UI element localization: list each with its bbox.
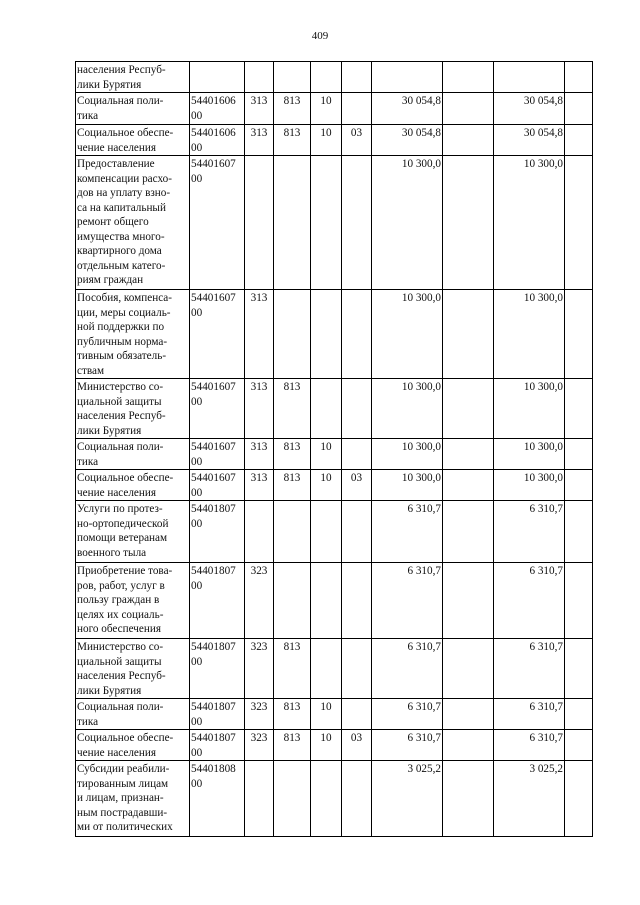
row-vr: 323 xyxy=(245,639,274,699)
row-code xyxy=(190,470,245,501)
row-pr xyxy=(342,379,372,439)
row-name-line: циальной защиты xyxy=(77,395,162,408)
row-name xyxy=(76,439,190,470)
row-name-line: военного тыла xyxy=(77,546,147,559)
row-sum-2 xyxy=(443,290,494,379)
row-name-line: населения Респуб- xyxy=(77,64,166,76)
row-code-line: 54401607 xyxy=(191,292,236,304)
row-grbs: 813 xyxy=(274,439,311,470)
row-sum-2 xyxy=(443,699,494,730)
row-sum-1: 30 054,8 xyxy=(372,125,443,156)
row-code xyxy=(190,125,245,156)
row-name-line: ствам xyxy=(77,364,105,377)
row-rz: 10 xyxy=(311,699,342,730)
row-sum-3: 10 300,0 xyxy=(494,470,565,501)
row-vr: 323 xyxy=(245,730,274,761)
table-row xyxy=(76,470,593,501)
row-code xyxy=(190,439,245,470)
table-row xyxy=(76,639,593,699)
row-grbs xyxy=(274,156,311,290)
row-sum-2 xyxy=(443,93,494,125)
row-sum-3: 30 054,8 xyxy=(494,93,565,125)
row-code-line: 54401808 xyxy=(191,763,236,775)
row-grbs xyxy=(274,501,311,563)
row-sum-1: 3 025,2 xyxy=(372,761,443,837)
row-sum-3: 10 300,0 xyxy=(494,439,565,470)
row-code-line: 00 xyxy=(191,579,203,592)
row-vr xyxy=(245,501,274,563)
row-name-line: Социальная поли- xyxy=(77,441,164,453)
row-name-line: ным пострадавши- xyxy=(77,806,168,819)
row-code xyxy=(190,563,245,639)
row-rz: 10 xyxy=(311,125,342,156)
row-sum-3: 30 054,8 xyxy=(494,125,565,156)
row-sum-1: 10 300,0 xyxy=(372,470,443,501)
row-vr: 313 xyxy=(245,290,274,379)
row-rz: 10 xyxy=(311,470,342,501)
row-rz xyxy=(311,639,342,699)
row-name-line: дов на уплату взно- xyxy=(77,187,171,199)
row-name-line: тированным лицам xyxy=(77,777,169,790)
row-sum-1 xyxy=(372,62,443,93)
row-sum-1: 6 310,7 xyxy=(372,730,443,761)
row-sum-4 xyxy=(565,470,593,501)
row-code xyxy=(190,761,245,837)
row-vr xyxy=(245,156,274,290)
row-code-line: 54401607 xyxy=(191,158,236,170)
row-name-line: населения Респуб- xyxy=(77,670,166,682)
row-grbs xyxy=(274,563,311,639)
row-sum-4 xyxy=(565,290,593,379)
row-sum-4 xyxy=(565,379,593,439)
row-sum-1: 10 300,0 xyxy=(372,379,443,439)
row-sum-3: 3 025,2 xyxy=(494,761,565,837)
row-sum-4 xyxy=(565,563,593,639)
row-vr: 313 xyxy=(245,125,274,156)
row-code-line: 00 xyxy=(191,486,203,499)
row-vr: 313 xyxy=(245,379,274,439)
row-pr xyxy=(342,501,372,563)
row-sum-3: 6 310,7 xyxy=(494,639,565,699)
row-code-line: 54401807 xyxy=(191,565,236,577)
row-grbs: 813 xyxy=(274,699,311,730)
row-sum-4 xyxy=(565,439,593,470)
row-vr: 313 xyxy=(245,93,274,125)
row-sum-3: 6 310,7 xyxy=(494,563,565,639)
row-sum-2 xyxy=(443,156,494,290)
row-code-line: 00 xyxy=(191,141,203,154)
row-name-line: ного обеспечения xyxy=(77,623,162,635)
row-rz: 10 xyxy=(311,439,342,470)
row-sum-4 xyxy=(565,730,593,761)
row-sum-3: 6 310,7 xyxy=(494,699,565,730)
table-row xyxy=(76,290,593,379)
table-row xyxy=(76,125,593,156)
row-name-line: лики Бурятия xyxy=(77,424,142,437)
row-code-line: 00 xyxy=(191,455,203,468)
row-sum-2 xyxy=(443,501,494,563)
row-vr xyxy=(245,761,274,837)
table-row xyxy=(76,156,593,290)
row-name-line: компенсации расхо- xyxy=(77,172,172,185)
row-name-line: публичным норма- xyxy=(77,335,168,348)
row-name xyxy=(76,379,190,439)
row-grbs: 813 xyxy=(274,125,311,156)
row-pr: 03 xyxy=(342,125,372,156)
row-code-line: 00 xyxy=(191,655,203,668)
row-grbs: 813 xyxy=(274,379,311,439)
row-name-line: ремонт общего xyxy=(77,216,149,228)
row-name-line: чение населения xyxy=(77,486,157,499)
row-name-line: квартирного дома xyxy=(77,245,162,257)
row-pr xyxy=(342,699,372,730)
row-name-line: имущества много- xyxy=(77,230,165,243)
table-row xyxy=(76,439,593,470)
row-name-line: чение населения xyxy=(77,141,157,154)
row-name-line: чение населения xyxy=(77,746,157,759)
row-name-line: Предоставление xyxy=(77,158,155,170)
row-name-line: населения Респуб- xyxy=(77,410,166,422)
row-name-line: лики Бурятия xyxy=(77,78,142,91)
row-sum-2 xyxy=(443,730,494,761)
row-name-line: Министерство со- xyxy=(77,641,164,653)
row-name-line: са на капитальный xyxy=(77,201,166,214)
row-rz xyxy=(311,501,342,563)
row-code xyxy=(190,290,245,379)
row-code-line: 54401807 xyxy=(191,701,236,713)
row-rz: 10 xyxy=(311,93,342,125)
row-rz xyxy=(311,290,342,379)
row-name xyxy=(76,93,190,125)
row-sum-2 xyxy=(443,439,494,470)
row-sum-3: 6 310,7 xyxy=(494,501,565,563)
row-pr: 03 xyxy=(342,730,372,761)
row-vr: 313 xyxy=(245,470,274,501)
row-code-line: 00 xyxy=(191,777,203,790)
row-sum-2 xyxy=(443,761,494,837)
row-vr: 323 xyxy=(245,563,274,639)
row-name xyxy=(76,156,190,290)
row-sum-1: 30 054,8 xyxy=(372,93,443,125)
row-name xyxy=(76,125,190,156)
row-code-line: 00 xyxy=(191,172,203,185)
row-sum-4 xyxy=(565,62,593,93)
row-rz xyxy=(311,62,342,93)
row-sum-2 xyxy=(443,470,494,501)
row-name xyxy=(76,563,190,639)
row-name-line: Социальная поли- xyxy=(77,701,164,713)
row-code-line: 00 xyxy=(191,715,203,728)
row-rz xyxy=(311,563,342,639)
row-name-line: риям граждан xyxy=(77,274,144,286)
row-name-line: Социальное обеспе- xyxy=(77,732,174,744)
row-pr xyxy=(342,563,372,639)
row-name-line: Социальное обеспе- xyxy=(77,127,174,139)
table-row xyxy=(76,761,593,837)
row-name-line: тика xyxy=(77,455,99,468)
row-code-line: 54401607 xyxy=(191,472,236,484)
row-sum-2 xyxy=(443,62,494,93)
row-sum-1: 6 310,7 xyxy=(372,639,443,699)
row-grbs xyxy=(274,62,311,93)
row-sum-1: 10 300,0 xyxy=(372,439,443,470)
row-code xyxy=(190,639,245,699)
row-name-line: пользу граждан в xyxy=(77,594,160,606)
row-sum-4 xyxy=(565,699,593,730)
row-code-line: 00 xyxy=(191,395,203,408)
row-pr: 03 xyxy=(342,470,372,501)
row-name-line: ров, работ, услуг в xyxy=(77,579,165,592)
row-sum-4 xyxy=(565,93,593,125)
row-sum-4 xyxy=(565,761,593,837)
table-row xyxy=(76,62,593,93)
table-row xyxy=(76,699,593,730)
row-grbs xyxy=(274,761,311,837)
row-rz xyxy=(311,156,342,290)
row-code-line: 54401606 xyxy=(191,127,236,139)
row-rz: 10 xyxy=(311,730,342,761)
row-sum-4 xyxy=(565,125,593,156)
row-name xyxy=(76,290,190,379)
row-name-line: тика xyxy=(77,109,99,122)
row-sum-2 xyxy=(443,563,494,639)
row-vr xyxy=(245,62,274,93)
row-sum-3 xyxy=(494,62,565,93)
row-sum-1: 6 310,7 xyxy=(372,501,443,563)
row-name-line: тивным обязатель- xyxy=(77,350,167,362)
row-grbs: 813 xyxy=(274,730,311,761)
row-name-line: но-ортопедической xyxy=(77,517,169,530)
row-code xyxy=(190,93,245,125)
row-name xyxy=(76,62,190,93)
row-sum-4 xyxy=(565,501,593,563)
row-pr xyxy=(342,93,372,125)
row-rz xyxy=(311,379,342,439)
row-code xyxy=(190,62,245,93)
row-grbs: 813 xyxy=(274,639,311,699)
row-sum-3: 6 310,7 xyxy=(494,730,565,761)
row-sum-1: 6 310,7 xyxy=(372,699,443,730)
row-vr: 323 xyxy=(245,699,274,730)
row-code-line: 54401606 xyxy=(191,95,236,107)
row-code-line: 00 xyxy=(191,306,203,319)
row-name-line: Социальное обеспе- xyxy=(77,472,174,484)
row-name xyxy=(76,470,190,501)
row-name-line: Социальная поли- xyxy=(77,95,164,107)
row-name-line: ции, меры социаль- xyxy=(77,306,171,319)
row-sum-4 xyxy=(565,156,593,290)
row-name-line: Приобретение това- xyxy=(77,565,173,577)
row-name-line: циальной защиты xyxy=(77,655,162,668)
row-sum-2 xyxy=(443,125,494,156)
row-name-line: Пособия, компенса- xyxy=(77,292,172,304)
row-name xyxy=(76,730,190,761)
table-row xyxy=(76,379,593,439)
row-code xyxy=(190,156,245,290)
row-name-line: целях их социаль- xyxy=(77,608,164,621)
row-sum-3: 10 300,0 xyxy=(494,290,565,379)
row-rz xyxy=(311,761,342,837)
budget-table xyxy=(75,61,593,837)
row-sum-3: 10 300,0 xyxy=(494,156,565,290)
row-name-line: Министерство со- xyxy=(77,381,164,393)
row-code xyxy=(190,501,245,563)
row-code xyxy=(190,379,245,439)
row-grbs: 813 xyxy=(274,470,311,501)
row-name xyxy=(76,501,190,563)
row-code-line: 00 xyxy=(191,517,203,530)
row-code xyxy=(190,730,245,761)
row-code-line: 54401807 xyxy=(191,503,236,515)
row-name-line: помощи ветеранам xyxy=(77,532,168,544)
row-name-line: и лицам, признан- xyxy=(77,792,164,804)
row-pr xyxy=(342,156,372,290)
row-name-line: ми от политических xyxy=(77,821,173,833)
row-name-line: Субсидии реабили- xyxy=(77,763,170,775)
table-row xyxy=(76,93,593,125)
row-name-line: лики Бурятия xyxy=(77,684,142,697)
row-pr xyxy=(342,439,372,470)
row-code xyxy=(190,699,245,730)
row-pr xyxy=(342,639,372,699)
row-code-line: 54401807 xyxy=(191,732,236,744)
row-code-line: 54401607 xyxy=(191,441,236,453)
table-row xyxy=(76,563,593,639)
row-sum-3: 10 300,0 xyxy=(494,379,565,439)
row-name-line: ной поддержки по xyxy=(77,321,165,333)
row-sum-1: 6 310,7 xyxy=(372,563,443,639)
row-pr xyxy=(342,761,372,837)
table-row xyxy=(76,501,593,563)
row-name-line: тика xyxy=(77,715,99,728)
row-sum-4 xyxy=(565,639,593,699)
table-row xyxy=(76,730,593,761)
row-code-line: 00 xyxy=(191,109,203,122)
row-name xyxy=(76,639,190,699)
row-code-line: 00 xyxy=(191,746,203,759)
table-body xyxy=(76,62,593,837)
row-name-line: отдельным катего- xyxy=(77,259,166,272)
row-sum-1: 10 300,0 xyxy=(372,290,443,379)
row-name-line: Услуги по протез- xyxy=(77,503,163,515)
row-grbs xyxy=(274,290,311,379)
row-name xyxy=(76,761,190,837)
row-code-line: 54401607 xyxy=(191,381,236,393)
row-sum-1: 10 300,0 xyxy=(372,156,443,290)
row-sum-2 xyxy=(443,639,494,699)
row-sum-2 xyxy=(443,379,494,439)
row-vr: 313 xyxy=(245,439,274,470)
row-grbs: 813 xyxy=(274,93,311,125)
row-code-line: 54401807 xyxy=(191,641,236,653)
row-name xyxy=(76,699,190,730)
page-number: 409 xyxy=(311,30,329,42)
row-pr xyxy=(342,62,372,93)
row-pr xyxy=(342,290,372,379)
